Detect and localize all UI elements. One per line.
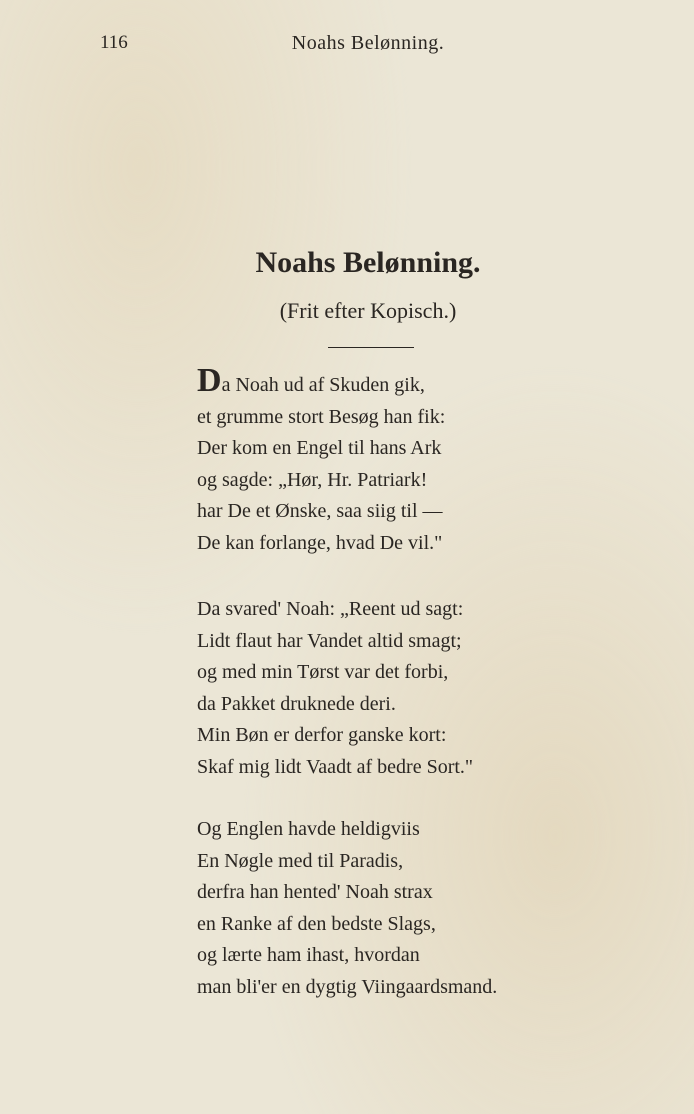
verse-line: Lidt flaut har Vandet altid smagt; (197, 629, 462, 652)
stanza-3 (197, 814, 497, 1003)
poem-subtitle: (Frit efter Kopisch.) (279, 298, 457, 323)
verse-line: har De et Ønske, saa siig til — (197, 500, 443, 522)
verse-line: og lærte ham ihast, hvordan (197, 944, 420, 966)
verse-line: da Pakket druknede deri. (197, 692, 396, 715)
verse-line: derfra han hented' Noah strax (197, 881, 433, 903)
verse-line: et grumme stort Besøg han fik: (197, 405, 446, 428)
verse-line: og med min Tørst var det forbi, (197, 661, 449, 683)
stanza-1 (197, 362, 446, 559)
verse-line: Da Noah ud af Skuden gik, (197, 362, 425, 399)
verse-line: De kan forlange, hvad De vil." (197, 531, 443, 554)
verse-line: Der kom en Engel til hans Ark (197, 437, 442, 459)
verse-line: Skaf mig lidt Vaadt af bedre Sort." (197, 755, 474, 778)
verse-line: man bli'er en dygtig Viingaardsmand. (197, 975, 498, 998)
verse-line: Min Bøn er derfor ganske kort: (197, 724, 447, 746)
verse-line: Og Englen havde heldigviis (197, 818, 420, 840)
drop-cap: D (197, 362, 222, 399)
verse-line: En Nøgle med til Paradis, (197, 849, 404, 872)
verse-line: en Ranke af den bedste Slags, (197, 912, 436, 935)
verse-line: Da svared' Noah: „Reent ud sagt: (197, 598, 464, 620)
page-number: 116 (100, 32, 128, 53)
divider-rule (328, 347, 414, 348)
running-head: Noahs Belønning. (291, 32, 445, 54)
poem-title: Noahs Belønning. (255, 246, 481, 279)
stanza-2 (197, 594, 473, 783)
verse-line: og sagde: „Hør, Hr. Patriark! (197, 468, 428, 491)
